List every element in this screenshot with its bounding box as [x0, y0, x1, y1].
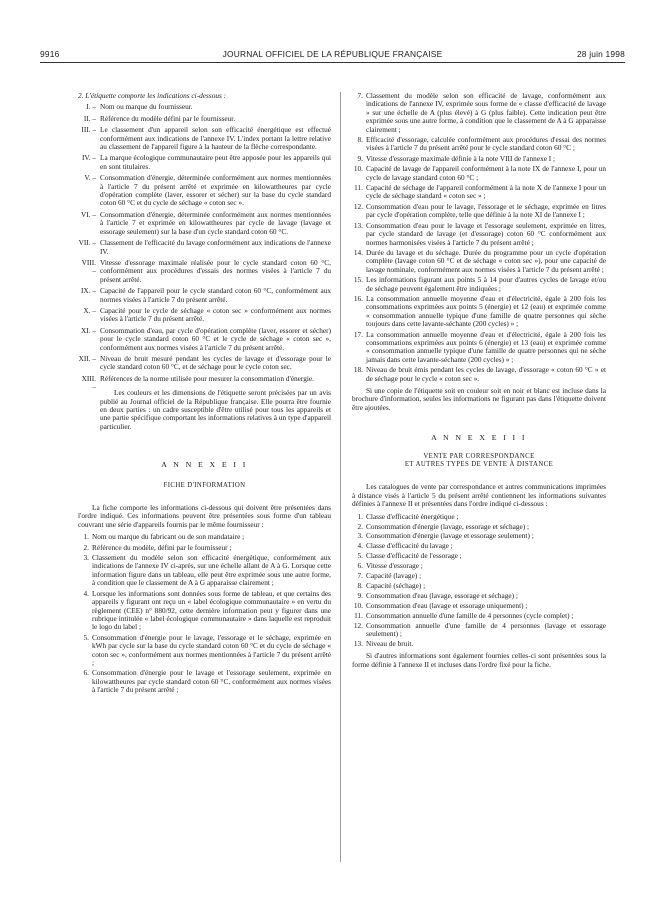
- indication-item-text: La marque écologique communautaire peut être apposée pour les appareils qui en sont titulaires.: [100, 153, 331, 171]
- journal-title: JOURNAL OFFICIEL DE LA RÉPUBLIQUE FRANÇAISE: [222, 49, 443, 59]
- annex-ii-item: [78, 590, 331, 632]
- annex-iii-item-text: Classe d'efficacité énergétique ;: [366, 511, 459, 521]
- annex-iii-item-label: 7.: [357, 571, 363, 581]
- annex-iii-item-text: Vitesse d'essorage ;: [366, 561, 423, 571]
- annex-iii-item-text: Capacité (lavage) ;: [366, 571, 422, 581]
- page-number: 9916: [40, 49, 60, 59]
- indication-item: [78, 287, 331, 304]
- annex-iii-item-label: 12.: [353, 620, 363, 630]
- page-header: [40, 49, 625, 63]
- annex-ii-intro: La fiche comporte les informations ci-dessous qui doivent être présentées dans l'ordre indiqué. Ces informations peuvent être présentées sous forme d'un tableau couvrant une série d'appareils fournis par le même fournisseur :: [78, 503, 331, 529]
- annex-iii-item-label: 11.: [354, 610, 363, 620]
- annex-ii-item-text: Lorsque les informations sont données sous forme de tableau, et que certains des appareils y figurant ont reçu un « label écologique communautaire » en vertu du règlement (CEE) n° 880/92, cette dernière information peut y figurer dans une rubrique intitulée « label écologique communautaire » dans laquelle est reproduit le logo du label ;: [92, 588, 331, 632]
- header-rule: [40, 62, 625, 63]
- annex-ii-item: [352, 331, 606, 365]
- indication-item: [78, 259, 331, 284]
- annex-iii-item-text: Consommation d'eau (lavage, essorage et séchage) ;: [366, 590, 518, 600]
- annex-iii-item: [352, 622, 606, 639]
- annex-ii-list-continued: [352, 92, 606, 383]
- indication-item-text: Classement de l'efficacité du lavage conformément aux indications de l'annexe IV.: [100, 238, 331, 256]
- annex-iii-item-text: Consommation d'eau (lavage et essorage uniquement) ;: [366, 600, 528, 610]
- annex-ii-item: [78, 544, 331, 552]
- annex-ii-item-label: 13.: [353, 220, 363, 230]
- annex-iii-item-text: Classe d'efficacité du lavage ;: [366, 541, 453, 551]
- annex-ii-item-label: 11.: [354, 183, 363, 193]
- annex-iii-item: [352, 562, 606, 570]
- annex-ii-item-text: La consommation annuelle moyenne d'eau et d'électricité, égale à 200 fois les consommations exprimées aux points 5 (énergie) et 12 (eau) et exprimée comme « consommation annuelle typique d'une famille de quatre personnes qui sèche toujours dans cette lavante-séchante (200 cycles) » ;: [366, 293, 606, 329]
- annex-ii-item-label: 10.: [353, 164, 363, 174]
- annex-iii-subtitle-1: VENTE PAR CORRESPONDANCE: [423, 452, 535, 460]
- annex-ii-item-text: Consommation d'énergie pour le lavage et l'essorage seulement, exprimée en kilowattheures par cycle standard coton 60 °C, conformément aux normes visées à l'article 7 du présent arrêté ;: [92, 668, 331, 695]
- annex-iii-item-label: 5.: [357, 551, 363, 561]
- annex-ii-item-label: 9.: [357, 153, 363, 163]
- indication-item-label: XI. –: [81, 325, 96, 335]
- indication-item: [78, 239, 331, 256]
- indication-item-label: IX. –: [81, 286, 96, 296]
- annex-ii-item-text: Vitesse d'essorage maximale définie à la note VIII de l'annexe I ;: [366, 153, 556, 163]
- indication-item-label: V. –: [84, 173, 96, 183]
- indication-item-label: I. –: [86, 102, 96, 112]
- indication-item-text: Référence du modèle défini par le fournisseur.: [100, 113, 236, 123]
- annex-ii-item: [352, 222, 606, 247]
- indication-item-label: VI. –: [81, 209, 96, 219]
- indication-item-label: VIII. –: [81, 257, 96, 276]
- annex-iii-item-label: 13.: [353, 638, 363, 648]
- indication-item-text: Références de la norme utilisée pour mesurer la consommation d'énergie.: [100, 373, 314, 383]
- annex-iii-item: [352, 582, 606, 590]
- annex-ii-item-text: Niveau de bruit émis pendant les cycles de lavage, d'essorage « coton 60 °C » et de séchage pour le cycle « coton sec ».: [366, 365, 606, 383]
- annex-iii-item-text: Consommation d'énergie (lavage, essorage et séchage) ;: [366, 521, 530, 531]
- annex-iii-list: [352, 513, 606, 649]
- indication-item: [78, 373, 331, 392]
- indication-item: [78, 327, 331, 352]
- annex-iii-item: [352, 552, 606, 560]
- annex-iii-item-label: 10.: [353, 600, 363, 610]
- annex-iii-item-text: Niveau de bruit.: [366, 638, 414, 648]
- indication-item: [78, 115, 331, 123]
- indication-item-label: III. –: [81, 125, 96, 135]
- annex-ii-item: [352, 165, 606, 182]
- annex-iii-item-text: Consommation annuelle d'une famille de 4 personnes (cycle complet) ;: [366, 610, 574, 620]
- indication-item-text: Vitesse d'essorage maximale réalisée pour le cycle standard coton 60 °C, conformément aux procédures d'essais des normes visées à l'article 7 du présent arrêté.: [100, 257, 331, 284]
- annex-ii-item-label: 15.: [353, 275, 363, 285]
- label-closing-paragraph: Les couleurs et les dimensions de l'étiquette seront précisées par un avis publié au Journal officiel de la République française. Elle pourra être fournie en deux parties : un cadre susceptible d'être utilisé pour tous les appareils et une partie spécifique comportant les informations relatives à un type d'appareil particulier.: [100, 388, 331, 431]
- indication-item-text: Consommation d'énergie, déterminée conformément aux normes mentionnées à l'article 7 et exprimée en kilowattheures par cycle de lavage (lavage et essorage seulement) sur la base d'un cycle standard coton 60 °C.: [100, 209, 331, 236]
- annex-iii-item-label: 3.: [357, 531, 363, 541]
- annex-ii-item-label: 2.: [83, 542, 89, 552]
- annex-iii-item-label: 6.: [357, 561, 363, 571]
- annex-ii-closing-paragraph: Si une copie de l'étiquette soit en couleur soit en noir et blanc est incluse dans la brochure d'information, seules les informations ne figurant pas dans l'étiquette doivent être ajoutées.: [352, 386, 606, 412]
- annex-iii-item: [352, 532, 606, 540]
- annex-iii-item-label: 8.: [357, 581, 363, 590]
- annex-ii-item: [78, 533, 331, 541]
- annex-ii-item: [352, 136, 606, 153]
- annex-ii-item-text: Référence du modèle, défini par le fournisseur ;: [92, 542, 232, 552]
- indication-item-text: Consommation d'eau, par cycle d'opération complète (laver, essorer et sécher) pour le cycle standard coton 60 °C et le cycle de séchage « coton sec », conformément aux normes visées à l'article 7 du présent arrêté.: [100, 325, 331, 352]
- annex-ii-item-text: Les informations figurant aux points 5 à 14 pour d'autres cycles de lavage et/ou de séchage peuvent également être indiquées ;: [366, 275, 606, 293]
- annex-ii-item: [78, 669, 331, 694]
- indication-item-text: Le classement d'un appareil selon son efficacité énergétique est effectué conformément aux indications de l'annexe IV. L'index portant la lettre relative au classement de l'appareil figure à la hauteur de la flèche correspondante.: [100, 125, 331, 152]
- indication-item-text: Niveau de bruit mesuré pendant les cycles de lavage et d'essorage pour le cycle standard coton 60 °C, et de séchage pour le cycle coton sec.: [100, 353, 331, 372]
- annex-iii-item: [352, 513, 606, 521]
- annex-ii-item-text: Classement du modèle selon son efficacité de lavage, conformément aux indications de l'annexe IV, exprimée sous forme de « classe d'efficacité de lavage » sur une échelle de A (plus élevé) à G (plus faible). Cette indication peut être exprimée sous une autre forme, à condition que le classement de A à G apparaisse clairement ;: [366, 91, 606, 134]
- indication-item-text: Consommation d'énergie, déterminée conformément aux normes mentionnées à l'article 7 du présent arrêté et exprimée en kilowattheures par cycle d'opération complète (laver, essorer et sécher) sur la base du cycle standard coton 60 °C et du cycle de séchage « coton sec ».: [100, 173, 331, 208]
- annex-ii-item-label: 1.: [83, 532, 89, 542]
- annex-ii-item-text: Consommation d'eau pour le lavage et l'essorage seulement, exprimée en litres, par cycle standard de lavage (et d'essorage) coton 60 °C conformément aux normes harmonisées visées à l'article 7 du présent arrêté ;: [366, 220, 606, 247]
- annex-ii-item-label: 6.: [83, 668, 89, 678]
- annex-ii-item: [352, 203, 606, 220]
- annex-ii-item-text: Capacité de séchage de l'appareil conformément à la note X de l'annexe I pour un cycle de séchage standard « coton sec » ;: [366, 183, 606, 201]
- annex-ii-item: [352, 92, 606, 134]
- annex-iii-item-label: 4.: [357, 541, 363, 551]
- annex-ii-item-label: 4.: [83, 588, 89, 598]
- annex-iii-item-text: Classe d'efficacité de l'essorage ;: [366, 551, 462, 561]
- indication-item: [78, 154, 331, 171]
- annex-iii-final-paragraph: Si d'autres informations sont également fournies celles-ci sont présentées sous la forme définie à l'annexe II et incluses dans l'ordre fixé pour la fiche.: [352, 651, 606, 669]
- annex-ii-item-label: 7.: [357, 91, 363, 100]
- indication-item: [78, 307, 331, 324]
- annex-iii-item: [352, 640, 606, 648]
- annex-ii-item-label: 12.: [353, 201, 363, 211]
- label-indications-list: [78, 102, 331, 392]
- annex-ii-item-text: Nom ou marque du fabricant ou de son mandataire ;: [92, 532, 245, 542]
- annex-iii-item: [352, 592, 606, 600]
- annex-ii-item-text: Consommation d'énergie pour le lavage, l'essorage et le séchage, exprimée en kWh par cycle sur la base du cycle standard coton 60 °C et du cycle de séchage « coton sec », conformément aux normes mentionnées à l'article 7 du présent arrêté ;: [92, 632, 331, 667]
- annex-iii-subtitle-2: ET AUTRES TYPES DE VENTE À DISTANCE: [404, 461, 554, 469]
- indication-item: [78, 211, 331, 236]
- indication-item-label: X. –: [83, 305, 96, 315]
- annex-ii-item: [78, 634, 331, 668]
- indication-item-text: Capacité de l'appareil pour le cycle standard coton 60 °C, conformément aux normes visées à l'article 7 du présent arrêté.: [100, 286, 331, 304]
- indication-item-text: Nom ou marque du fournisseur.: [100, 102, 193, 112]
- indication-item-label: VII. –: [78, 238, 96, 248]
- annex-ii-item: [352, 249, 606, 274]
- indication-item: [78, 174, 331, 208]
- indication-item-label: II. –: [83, 113, 96, 123]
- annex-ii-item-text: Capacité de lavage de l'appareil conformément à la note IX de l'annexe I, pour un cycle de lavage standard coton 60 °C ;: [366, 164, 606, 182]
- annex-iii-item: [352, 612, 606, 620]
- annex-iii-item-label: 2.: [357, 521, 363, 531]
- indication-item: [78, 355, 331, 372]
- annex-ii-item-label: 8.: [357, 135, 363, 145]
- label-intro: 2. L'étiquette comporte les indications ci-dessous :: [78, 91, 227, 100]
- annex-iii-item: [352, 523, 606, 531]
- annex-ii-item-text: Consommation d'eau pour le lavage, l'essorage et le séchage, exprimée en litres par cycle d'opération complète, telle que définie à la note XI de l'annexe I ;: [366, 201, 606, 220]
- annex-ii-item-text: Classement du modèle selon son efficacité énergétique, conformément aux indications de l'annexe IV ci-après, sur une échelle allant de A à G. Lorsque cette information figure dans un tableau, elle peut être exprimée sous une autre forme, à condition que le classement de A à G apparaisse clairement ;: [92, 553, 331, 588]
- annex-iii-item: [352, 602, 606, 610]
- indication-item-text: Capacité pour le cycle de séchage « coton sec » conformément aux normes visées à l'article 7 du présent arrêté.: [100, 305, 331, 324]
- annex-ii-item-label: 5.: [83, 632, 89, 642]
- annex-ii-item-text: La consommation annuelle moyenne d'eau et d'électricité, égale à 200 fois les consommations exprimées aux points 6 (énergie) et 13 (eau) et exprimée comme « consommation annuelle typique d'une famille de quatre personnes qui ne sèche jamais dans cette lavante-séchante (200 cycles) » ;: [366, 329, 606, 364]
- annex-ii-title: A N N E X E I I: [161, 460, 248, 470]
- annex-iii-item-text: Consommation annuelle d'une famille de 4 personnes (lavage et essorage seulement) ;: [366, 620, 606, 639]
- annex-iii-item-text: Capacité (séchage) ;: [366, 581, 426, 590]
- annex-iii-item-text: Consommation d'énergie (lavage et essorage seulement) ;: [366, 531, 534, 541]
- annex-ii-item-text: Durée du lavage et du séchage. Durée du programme pour un cycle d'opération complète (lavage coton 60 °C et de séchage « coton sec »), pour une capacité de lavage nominale, conformément aux normes visées à l'article 7 du présent arrêté ;: [366, 247, 606, 274]
- annex-ii-item: [78, 554, 331, 588]
- annex-iii-intro: Les catalogues de vente par correspondance et autres communications imprimées à distance visés à l'article 5 du présent arrêté contiennent les informations suivantes définies à l'annexe II et présentées dans l'ordre indiqué ci-dessous :: [352, 482, 606, 509]
- annex-ii-item-label: 18.: [353, 365, 363, 375]
- annex-ii-item-label: 17.: [353, 329, 363, 339]
- annex-iii-item: [352, 572, 606, 580]
- annex-iii-item-label: 1.: [357, 511, 363, 521]
- indication-item-label: XIII. –: [81, 373, 96, 392]
- annex-ii-item-text: Efficacité d'essorage, calculée conformément aux procédures d'essai des normes visées à l'article 7 du présent arrêté pour le cycle standard coton 60 °C ;: [366, 135, 606, 153]
- annex-ii-list: [78, 533, 331, 694]
- left-column: [78, 92, 331, 697]
- annex-ii-item-label: 3.: [83, 553, 89, 563]
- indication-item-label: IV. –: [81, 153, 96, 163]
- annex-ii-item: [352, 295, 606, 329]
- annex-ii-item: [352, 366, 606, 383]
- indication-item: [78, 103, 331, 111]
- column-divider: [340, 92, 341, 862]
- annex-ii-subtitle: FICHE D'INFORMATION: [163, 481, 246, 489]
- publication-date: 28 juin 1998: [576, 49, 625, 59]
- annex-ii-item: [352, 155, 606, 163]
- annex-ii-item: [352, 184, 606, 201]
- annex-ii-item-label: 14.: [353, 247, 363, 257]
- annex-ii-item: [352, 276, 606, 293]
- annex-iii-title: A N N E X E I I I: [431, 433, 527, 443]
- indication-item-label: XII. –: [78, 353, 96, 363]
- annex-ii-item-label: 16.: [353, 293, 363, 303]
- annex-iii-item-label: 9.: [357, 590, 363, 600]
- right-column: [352, 92, 606, 669]
- indication-item: [78, 126, 331, 151]
- annex-iii-item: [352, 542, 606, 550]
